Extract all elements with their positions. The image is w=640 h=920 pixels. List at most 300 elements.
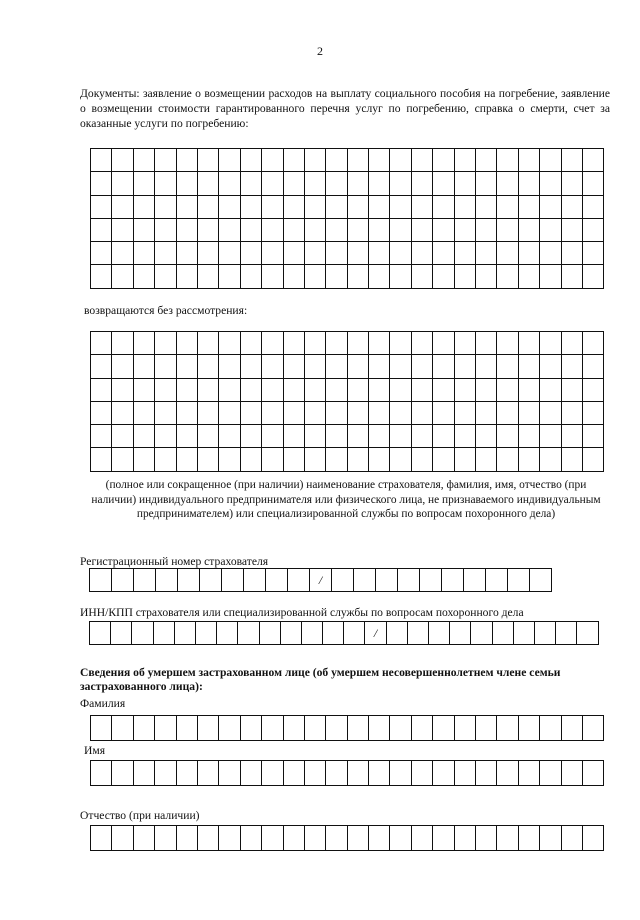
char-cell[interactable]	[508, 569, 530, 591]
grid-cell[interactable]	[369, 402, 390, 425]
grid-cell[interactable]	[262, 355, 283, 378]
grid-cell[interactable]	[177, 172, 198, 195]
char-cell[interactable]	[91, 761, 112, 785]
grid-cell[interactable]	[134, 149, 155, 172]
grid-cell[interactable]	[390, 242, 411, 265]
grid-cell[interactable]	[519, 332, 540, 355]
grid-cell[interactable]	[177, 149, 198, 172]
grid-cell[interactable]	[412, 219, 433, 242]
char-cell[interactable]	[450, 622, 471, 644]
char-cell[interactable]	[455, 716, 476, 740]
grid-cell[interactable]	[134, 265, 155, 288]
first-name-field[interactable]	[90, 760, 604, 786]
grid-cell[interactable]	[519, 242, 540, 265]
char-cell[interactable]	[530, 569, 552, 591]
grid-cell[interactable]	[476, 425, 497, 448]
char-cell[interactable]	[112, 826, 133, 850]
grid-cell[interactable]	[583, 149, 604, 172]
grid-cell[interactable]	[219, 425, 240, 448]
grid-cell[interactable]	[134, 196, 155, 219]
char-cell[interactable]	[111, 622, 132, 644]
grid-cell[interactable]	[134, 425, 155, 448]
grid-cell[interactable]	[326, 265, 347, 288]
grid-cell[interactable]	[134, 332, 155, 355]
char-cell[interactable]	[305, 761, 326, 785]
grid-cell[interactable]	[177, 219, 198, 242]
grid-cell[interactable]	[155, 332, 176, 355]
grid-cell[interactable]	[519, 448, 540, 471]
grid-cell[interactable]	[433, 332, 454, 355]
grid-cell[interactable]	[348, 355, 369, 378]
grid-cell[interactable]	[562, 242, 583, 265]
grid-cell[interactable]	[455, 425, 476, 448]
grid-cell[interactable]	[476, 448, 497, 471]
grid-cell[interactable]	[476, 355, 497, 378]
grid-cell[interactable]	[497, 355, 518, 378]
grid-cell[interactable]	[455, 355, 476, 378]
char-cell[interactable]	[429, 622, 450, 644]
char-cell[interactable]	[497, 716, 518, 740]
grid-cell[interactable]	[348, 219, 369, 242]
char-cell[interactable]	[476, 761, 497, 785]
grid-cell[interactable]	[241, 448, 262, 471]
grid-cell[interactable]	[519, 196, 540, 219]
grid-cell[interactable]	[326, 219, 347, 242]
grid-cell[interactable]	[219, 149, 240, 172]
char-cell[interactable]	[132, 622, 153, 644]
char-cell[interactable]	[493, 622, 514, 644]
grid-cell[interactable]	[112, 355, 133, 378]
grid-cell[interactable]	[241, 196, 262, 219]
grid-cell[interactable]	[497, 332, 518, 355]
grid-cell[interactable]	[540, 402, 561, 425]
grid-cell[interactable]	[177, 332, 198, 355]
grid-cell[interactable]	[305, 332, 326, 355]
grid-cell[interactable]	[134, 242, 155, 265]
char-cell[interactable]	[222, 569, 244, 591]
grid-cell[interactable]	[284, 355, 305, 378]
grid-cell[interactable]	[155, 196, 176, 219]
grid-cell[interactable]	[455, 242, 476, 265]
grid-cell[interactable]	[155, 149, 176, 172]
grid-cell[interactable]	[134, 448, 155, 471]
grid-cell[interactable]	[177, 379, 198, 402]
grid-cell[interactable]	[155, 219, 176, 242]
char-cell[interactable]	[112, 761, 133, 785]
char-cell[interactable]	[442, 569, 464, 591]
grid-cell[interactable]	[497, 265, 518, 288]
char-cell[interactable]	[177, 761, 198, 785]
grid-cell[interactable]	[262, 425, 283, 448]
grid-cell[interactable]	[583, 172, 604, 195]
grid-cell[interactable]	[348, 265, 369, 288]
char-cell[interactable]	[390, 716, 411, 740]
grid-cell[interactable]	[455, 332, 476, 355]
char-cell[interactable]	[134, 716, 155, 740]
char-cell[interactable]	[519, 826, 540, 850]
grid-cell[interactable]	[305, 242, 326, 265]
char-cell[interactable]	[348, 761, 369, 785]
char-cell[interactable]	[455, 761, 476, 785]
grid-cell[interactable]	[497, 402, 518, 425]
char-cell[interactable]	[556, 622, 577, 644]
grid-cell[interactable]	[284, 448, 305, 471]
grid-cell[interactable]	[326, 172, 347, 195]
grid-cell[interactable]	[412, 265, 433, 288]
grid-cell[interactable]	[369, 332, 390, 355]
char-cell[interactable]	[562, 716, 583, 740]
grid-cell[interactable]	[155, 265, 176, 288]
grid-cell[interactable]	[305, 196, 326, 219]
grid-cell[interactable]	[433, 265, 454, 288]
grid-cell[interactable]	[455, 196, 476, 219]
char-cell[interactable]	[497, 826, 518, 850]
grid-cell[interactable]	[91, 219, 112, 242]
char-cell[interactable]	[155, 716, 176, 740]
char-cell[interactable]	[326, 761, 347, 785]
grid-cell[interactable]	[134, 402, 155, 425]
char-cell[interactable]	[112, 569, 134, 591]
char-cell[interactable]	[390, 761, 411, 785]
char-cell[interactable]	[326, 826, 347, 850]
grid-cell[interactable]	[241, 355, 262, 378]
grid-cell[interactable]	[540, 172, 561, 195]
grid-cell[interactable]	[112, 172, 133, 195]
char-cell[interactable]	[583, 826, 604, 850]
grid-cell[interactable]	[198, 172, 219, 195]
reg-number-field[interactable]	[89, 568, 552, 592]
grid-cell[interactable]	[91, 332, 112, 355]
grid-cell[interactable]	[326, 196, 347, 219]
char-cell[interactable]	[217, 622, 238, 644]
grid-cell[interactable]	[262, 242, 283, 265]
grid-cell[interactable]	[369, 172, 390, 195]
grid-cell[interactable]	[497, 242, 518, 265]
grid-cell[interactable]	[476, 172, 497, 195]
grid-cell[interactable]	[390, 196, 411, 219]
grid-cell[interactable]	[540, 196, 561, 219]
grid-cell[interactable]	[455, 379, 476, 402]
grid-cell[interactable]	[412, 196, 433, 219]
grid-cell[interactable]	[112, 379, 133, 402]
grid-cell[interactable]	[198, 242, 219, 265]
grid-cell[interactable]	[112, 425, 133, 448]
grid-cell[interactable]	[155, 172, 176, 195]
grid-cell[interactable]	[219, 355, 240, 378]
grid-cell[interactable]	[284, 425, 305, 448]
grid-cell[interactable]	[305, 448, 326, 471]
char-cell[interactable]	[134, 761, 155, 785]
grid-cell[interactable]	[562, 448, 583, 471]
char-cell[interactable]	[433, 716, 454, 740]
grid-cell[interactable]	[241, 265, 262, 288]
grid-cell[interactable]	[519, 402, 540, 425]
grid-cell[interactable]	[326, 379, 347, 402]
grid-cell[interactable]	[155, 379, 176, 402]
grid-cell[interactable]	[155, 402, 176, 425]
char-cell[interactable]	[519, 716, 540, 740]
grid-cell[interactable]	[177, 355, 198, 378]
char-cell[interactable]	[262, 761, 283, 785]
grid-cell[interactable]	[390, 172, 411, 195]
grid-cell[interactable]	[476, 379, 497, 402]
grid-cell[interactable]	[412, 149, 433, 172]
grid-cell[interactable]	[540, 355, 561, 378]
char-cell[interactable]	[344, 622, 365, 644]
char-cell[interactable]	[177, 716, 198, 740]
grid-cell[interactable]	[198, 448, 219, 471]
char-cell[interactable]	[262, 826, 283, 850]
grid-cell[interactable]	[241, 172, 262, 195]
grid-cell[interactable]	[390, 402, 411, 425]
grid-cell[interactable]	[433, 355, 454, 378]
grid-cell[interactable]	[326, 242, 347, 265]
grid-cell[interactable]	[583, 355, 604, 378]
grid-cell[interactable]	[112, 265, 133, 288]
grid-cell[interactable]	[219, 219, 240, 242]
grid-cell[interactable]	[583, 425, 604, 448]
grid-cell[interactable]	[583, 242, 604, 265]
grid-cell[interactable]	[198, 219, 219, 242]
char-cell[interactable]	[562, 761, 583, 785]
grid-cell[interactable]	[198, 332, 219, 355]
grid-cell[interactable]	[241, 149, 262, 172]
grid-cell[interactable]	[433, 402, 454, 425]
grid-cell[interactable]	[412, 172, 433, 195]
grid-cell[interactable]	[155, 355, 176, 378]
grid-cell[interactable]	[540, 448, 561, 471]
char-cell[interactable]	[112, 716, 133, 740]
char-cell[interactable]	[219, 826, 240, 850]
char-cell[interactable]	[486, 569, 508, 591]
grid-cell[interactable]	[241, 242, 262, 265]
char-cell[interactable]	[464, 569, 486, 591]
char-cell[interactable]	[241, 826, 262, 850]
grid-cell[interactable]	[284, 196, 305, 219]
char-cell[interactable]	[420, 569, 442, 591]
grid-cell[interactable]	[412, 242, 433, 265]
grid-cell[interactable]	[519, 379, 540, 402]
grid-cell[interactable]	[91, 172, 112, 195]
grid-cell[interactable]	[91, 149, 112, 172]
grid-cell[interactable]	[562, 355, 583, 378]
grid-cell[interactable]	[112, 448, 133, 471]
char-cell[interactable]	[369, 826, 390, 850]
grid-cell[interactable]	[348, 149, 369, 172]
grid-cell[interactable]	[219, 402, 240, 425]
grid-cell[interactable]	[241, 402, 262, 425]
grid-cell[interactable]	[348, 425, 369, 448]
grid-cell[interactable]	[326, 425, 347, 448]
documents-input-grid[interactable]	[90, 148, 604, 289]
char-cell[interactable]	[540, 716, 561, 740]
grid-cell[interactable]	[433, 219, 454, 242]
grid-cell[interactable]	[91, 355, 112, 378]
char-cell[interactable]	[519, 761, 540, 785]
grid-cell[interactable]	[412, 355, 433, 378]
char-cell[interactable]	[408, 622, 429, 644]
grid-cell[interactable]	[390, 425, 411, 448]
char-cell[interactable]	[387, 622, 408, 644]
grid-cell[interactable]	[497, 425, 518, 448]
grid-cell[interactable]	[262, 196, 283, 219]
grid-cell[interactable]	[305, 265, 326, 288]
grid-cell[interactable]	[198, 265, 219, 288]
grid-cell[interactable]	[540, 332, 561, 355]
char-cell[interactable]	[178, 569, 200, 591]
grid-cell[interactable]	[284, 219, 305, 242]
grid-cell[interactable]	[497, 149, 518, 172]
grid-cell[interactable]	[305, 379, 326, 402]
grid-cell[interactable]	[433, 172, 454, 195]
char-cell[interactable]	[323, 622, 344, 644]
grid-cell[interactable]	[497, 219, 518, 242]
grid-cell[interactable]	[540, 219, 561, 242]
grid-cell[interactable]	[91, 196, 112, 219]
char-cell[interactable]	[266, 569, 288, 591]
grid-cell[interactable]	[177, 448, 198, 471]
grid-cell[interactable]	[562, 149, 583, 172]
grid-cell[interactable]	[369, 219, 390, 242]
char-cell[interactable]	[238, 622, 259, 644]
grid-cell[interactable]	[262, 402, 283, 425]
grid-cell[interactable]	[455, 402, 476, 425]
char-cell[interactable]	[583, 761, 604, 785]
grid-cell[interactable]	[241, 219, 262, 242]
grid-cell[interactable]	[198, 379, 219, 402]
grid-cell[interactable]	[583, 402, 604, 425]
char-cell[interactable]	[348, 716, 369, 740]
char-cell[interactable]	[262, 716, 283, 740]
grid-cell[interactable]	[412, 425, 433, 448]
grid-cell[interactable]	[155, 242, 176, 265]
char-cell[interactable]	[433, 761, 454, 785]
char-cell[interactable]	[577, 622, 598, 644]
grid-cell[interactable]	[91, 425, 112, 448]
grid-cell[interactable]	[519, 265, 540, 288]
grid-cell[interactable]	[433, 196, 454, 219]
char-cell[interactable]	[369, 716, 390, 740]
char-cell[interactable]	[540, 761, 561, 785]
grid-cell[interactable]	[305, 402, 326, 425]
grid-cell[interactable]	[198, 149, 219, 172]
grid-cell[interactable]	[562, 265, 583, 288]
grid-cell[interactable]	[540, 149, 561, 172]
char-cell[interactable]	[281, 622, 302, 644]
grid-cell[interactable]	[369, 265, 390, 288]
grid-cell[interactable]	[390, 149, 411, 172]
grid-cell[interactable]	[519, 149, 540, 172]
grid-cell[interactable]	[412, 448, 433, 471]
grid-cell[interactable]	[476, 149, 497, 172]
grid-cell[interactable]	[497, 196, 518, 219]
grid-cell[interactable]	[455, 149, 476, 172]
char-cell[interactable]	[455, 826, 476, 850]
grid-cell[interactable]	[241, 379, 262, 402]
grid-cell[interactable]	[326, 402, 347, 425]
grid-cell[interactable]	[369, 425, 390, 448]
char-cell[interactable]	[471, 622, 492, 644]
grid-cell[interactable]	[155, 448, 176, 471]
char-cell[interactable]	[305, 826, 326, 850]
grid-cell[interactable]	[198, 196, 219, 219]
char-cell[interactable]	[91, 716, 112, 740]
grid-cell[interactable]	[519, 355, 540, 378]
grid-cell[interactable]	[455, 448, 476, 471]
char-cell[interactable]	[476, 716, 497, 740]
char-cell[interactable]	[284, 826, 305, 850]
grid-cell[interactable]	[476, 402, 497, 425]
grid-cell[interactable]	[91, 265, 112, 288]
grid-cell[interactable]	[284, 265, 305, 288]
grid-cell[interactable]	[455, 265, 476, 288]
char-cell[interactable]	[326, 716, 347, 740]
grid-cell[interactable]	[348, 402, 369, 425]
grid-cell[interactable]	[369, 242, 390, 265]
char-cell[interactable]	[91, 826, 112, 850]
grid-cell[interactable]	[369, 196, 390, 219]
char-cell[interactable]	[540, 826, 561, 850]
grid-cell[interactable]	[497, 448, 518, 471]
grid-cell[interactable]	[219, 265, 240, 288]
grid-cell[interactable]	[284, 172, 305, 195]
separator-cell[interactable]	[365, 622, 386, 644]
grid-cell[interactable]	[412, 332, 433, 355]
grid-cell[interactable]	[562, 379, 583, 402]
grid-cell[interactable]	[433, 448, 454, 471]
grid-cell[interactable]	[305, 355, 326, 378]
grid-cell[interactable]	[540, 265, 561, 288]
grid-cell[interactable]	[562, 402, 583, 425]
grid-cell[interactable]	[348, 448, 369, 471]
patronymic-field[interactable]	[90, 825, 604, 851]
char-cell[interactable]	[155, 826, 176, 850]
grid-cell[interactable]	[433, 149, 454, 172]
grid-cell[interactable]	[412, 402, 433, 425]
grid-cell[interactable]	[348, 242, 369, 265]
char-cell[interactable]	[200, 569, 222, 591]
grid-cell[interactable]	[284, 242, 305, 265]
char-cell[interactable]	[583, 716, 604, 740]
grid-cell[interactable]	[284, 379, 305, 402]
grid-cell[interactable]	[455, 219, 476, 242]
char-cell[interactable]	[198, 716, 219, 740]
char-cell[interactable]	[155, 761, 176, 785]
char-cell[interactable]	[156, 569, 178, 591]
grid-cell[interactable]	[433, 379, 454, 402]
char-cell[interactable]	[90, 569, 112, 591]
grid-cell[interactable]	[390, 332, 411, 355]
grid-cell[interactable]	[562, 425, 583, 448]
grid-cell[interactable]	[433, 242, 454, 265]
char-cell[interactable]	[196, 622, 217, 644]
char-cell[interactable]	[412, 716, 433, 740]
grid-cell[interactable]	[198, 402, 219, 425]
char-cell[interactable]	[154, 622, 175, 644]
char-cell[interactable]	[497, 761, 518, 785]
grid-cell[interactable]	[241, 332, 262, 355]
grid-cell[interactable]	[326, 332, 347, 355]
grid-cell[interactable]	[177, 265, 198, 288]
grid-cell[interactable]	[583, 265, 604, 288]
char-cell[interactable]	[332, 569, 354, 591]
grid-cell[interactable]	[476, 219, 497, 242]
char-cell[interactable]	[535, 622, 556, 644]
grid-cell[interactable]	[177, 242, 198, 265]
grid-cell[interactable]	[433, 425, 454, 448]
grid-cell[interactable]	[583, 332, 604, 355]
grid-cell[interactable]	[262, 149, 283, 172]
